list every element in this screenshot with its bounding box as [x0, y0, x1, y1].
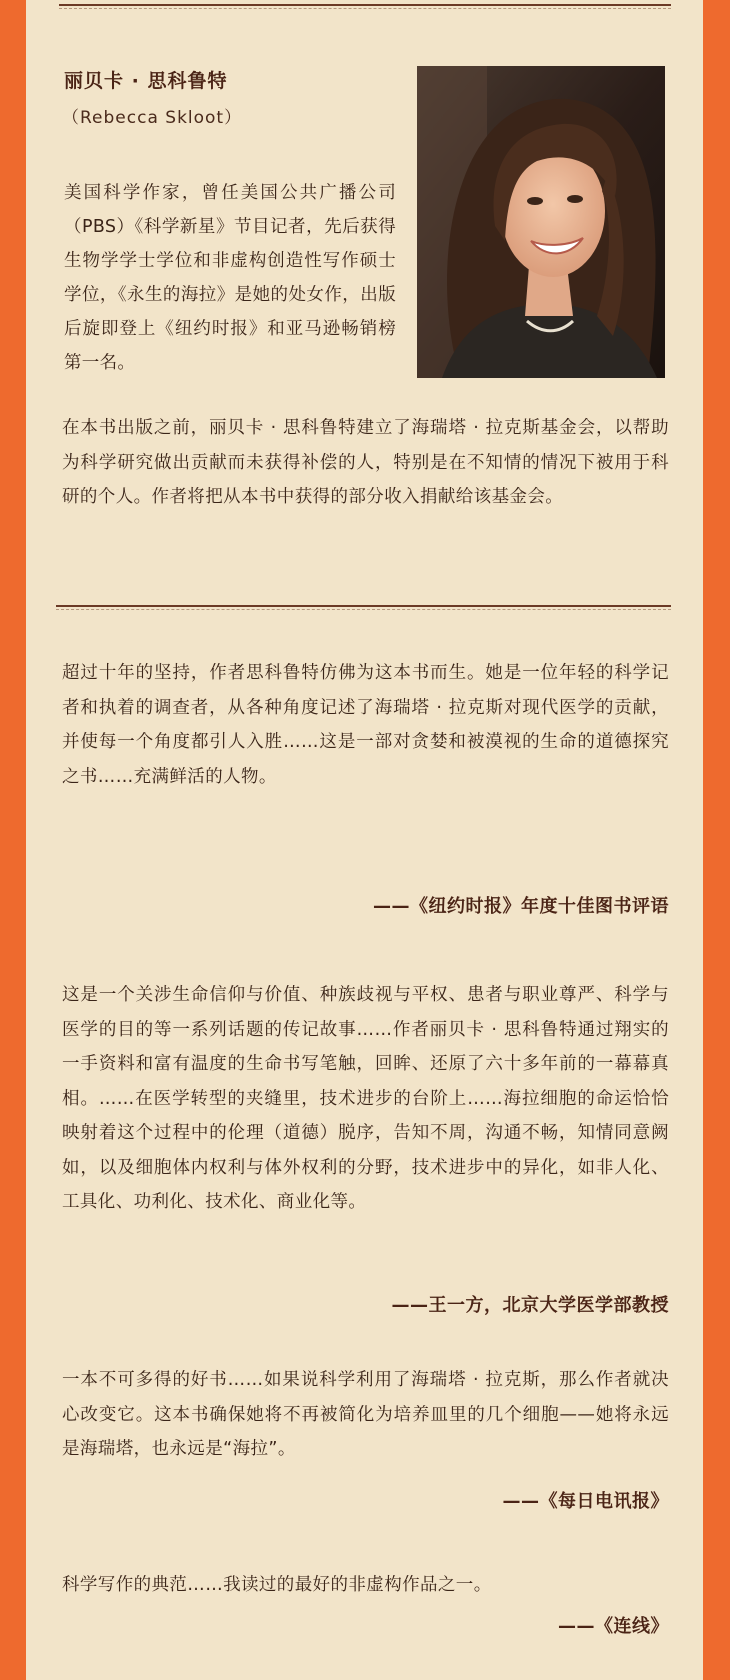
- review-source: ——《连线》: [558, 1616, 669, 1637]
- review-text: 科学写作的典范……我读过的最好的非虚构作品之一。: [62, 1575, 492, 1595]
- review-source: ——《纽约时报》年度十佳图书评语: [373, 896, 669, 917]
- author-bio: 美国科学作家，曾任美国公共广播公司（PBS）《科学新星》节目记者，先后获得生物学学士学位和非虚构创造性写作硕士学位，《永生的海拉》是她的处女作，出版后旋即登上《纽约时报》和亚马逊畅销榜第一名。: [64, 183, 396, 373]
- review-text: 这是一个关涉生命信仰与价值、种族歧视与平权、患者与职业尊严、科学与医学的目的等一系列话题的传记故事……作者丽贝卡 · 思科鲁特通过翔实的一手资料和富有温度的生命书写笔触，回眸、还原了六十多年前的一幕幕真相。……在医学转型的夹缝里，技术进步的台阶上……海拉细胞的命运恰恰映射着这个过程中的伦理（道德）脱序，告知不周，沟通不畅，知情同意阙如，以及细胞体内权利与体外权利的分野，技术进步中的异化，如非人化、工具化、功利化、技术化、商业化等。: [62, 985, 669, 1212]
- middle-divider: [56, 605, 671, 607]
- review-text: 一本不可多得的好书……如果说科学利用了海瑞塔 · 拉克斯，那么作者就决心改变它。这本书确保她将不再被简化为培养皿里的几个细胞——她将永远是海瑞塔，也永远是“海拉”。: [62, 1370, 669, 1459]
- review-text: 超过十年的坚持，作者思科鲁特仿佛为这本书而生。她是一位年轻的科学记者和执着的调查者，从各种角度记述了海瑞塔 · 拉克斯对现代医学的贡献，并使每一个角度都引人入胜……这是一部对贪婪和被漠视的生命的道德探究之书……充满鲜活的人物。: [62, 663, 669, 787]
- review-source: ——《每日电讯报》: [502, 1491, 669, 1512]
- top-divider: [59, 4, 671, 6]
- author-name: 丽贝卡 · 思科鲁特: [64, 70, 228, 92]
- author-portrait-photo: [417, 66, 665, 378]
- foundation-paragraph: 在本书出版之前，丽贝卡 · 思科鲁特建立了海瑞塔 · 拉克斯基金会，以帮助为科学研究做出贡献而未获得补偿的人，特别是在不知情的情况下被用于科研的个人。作者将把从本书中获得的部分收入捐献给该基金会。: [62, 418, 669, 507]
- author-portrait: [417, 66, 665, 378]
- book-info-page: [26, 0, 703, 1680]
- author-latin-name: （Rebecca Skloot）: [62, 108, 243, 128]
- review-source: ——王一方，北京大学医学部教授: [391, 1295, 669, 1316]
